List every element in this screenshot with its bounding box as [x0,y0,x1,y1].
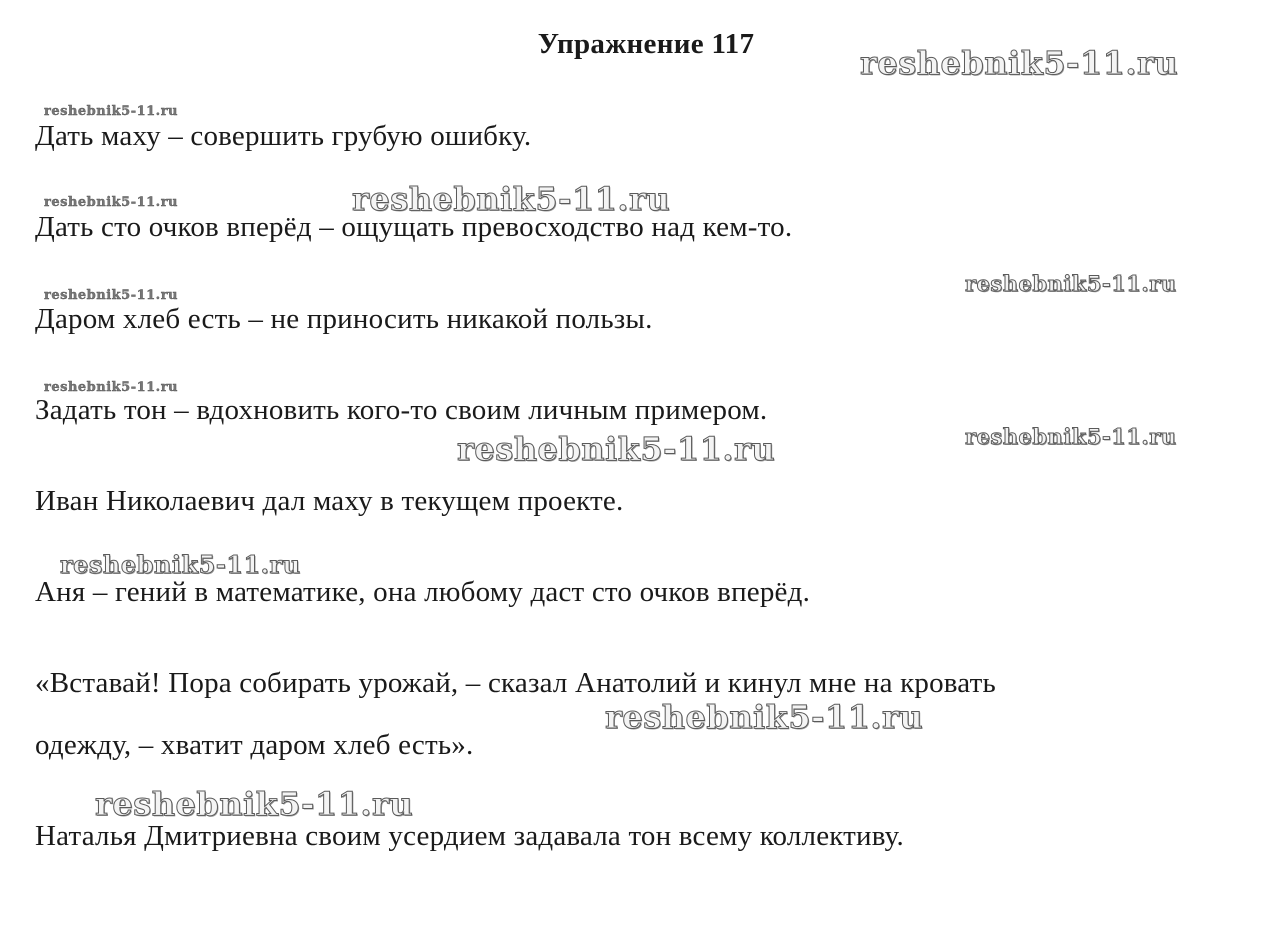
text-line: одежду, – хватит даром хлеб есть». [35,729,474,761]
watermark: reshebnik5-11.ru [60,550,301,579]
watermark: reshebnik5-11.ru [965,424,1177,449]
watermark: reshebnik5-11.ru [352,180,671,218]
watermark: reshebnik5-11.ru [457,430,776,468]
watermark: reshebnik5-11.ru [44,195,179,210]
watermark: reshebnik5-11.ru [860,44,1179,82]
exercise-title: Упражнение 117 [537,28,755,60]
watermark: reshebnik5-11.ru [44,288,179,303]
text-line: Задать тон – вдохновить кого-то своим личным примером. [35,394,768,426]
text-line: «Вставай! Пора собирать урожай, – сказал Анатолий и кинул мне на кровать [35,667,996,699]
watermark: reshebnik5-11.ru [605,698,924,736]
text-line: Дать маху – совершить грубую ошибку. [35,120,532,152]
watermark: reshebnik5-11.ru [965,271,1177,296]
text-line: Наталья Дмитриевна своим усердием задавала тон всему коллективу. [35,820,904,852]
text-line: Иван Николаевич дал маху в текущем проекте. [35,485,624,517]
watermark: reshebnik5-11.ru [44,380,179,395]
watermark: reshebnik5-11.ru [95,785,414,823]
text-line: Аня – гений в математике, она любому даст сто очков вперёд. [35,576,811,608]
text-line: Дать сто очков вперёд – ощущать превосходство над кем-то. [35,211,793,243]
text-line: Даром хлеб есть – не приносить никакой пользы. [35,303,653,335]
watermark: reshebnik5-11.ru [44,104,179,119]
